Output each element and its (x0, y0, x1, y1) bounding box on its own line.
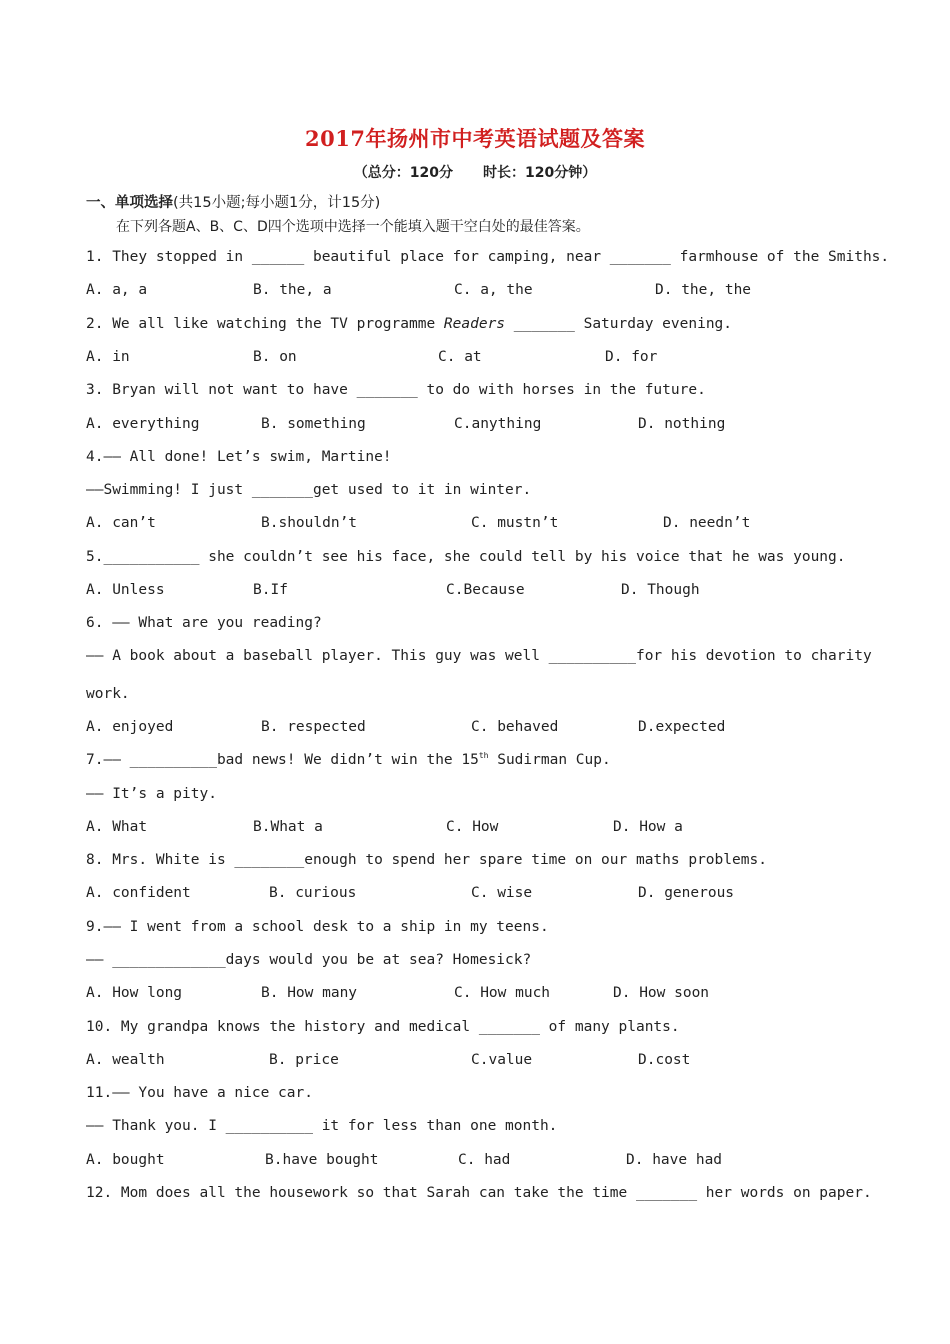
question-6-option-b: B. respected (261, 719, 366, 735)
question-9-option-d: D. How soon (613, 985, 710, 1001)
question-6-option-d: D.expected (638, 719, 726, 735)
question-11-option-d: D. have had (626, 1152, 723, 1168)
question-5-option-b: B.If (253, 582, 288, 598)
section-instruction: 在下列各题A、B、C、D四个选项中选择一个能填入题干空白处的最佳答案。 (116, 219, 590, 235)
question-3-option-d: D. nothing (638, 416, 726, 432)
question-10-option-d: D.cost (638, 1052, 691, 1068)
question-7-option-a: A. What (86, 819, 148, 835)
question-12-stem: 12. Mom does all the housework so that Sarah can take the time _______ her words on paper. (86, 1185, 872, 1201)
question-8-option-b: B. curious (269, 885, 357, 901)
exam-info (0, 162, 950, 182)
question-10-option-a: A. wealth (86, 1052, 165, 1068)
question-11-option-a: A. bought (86, 1152, 165, 1168)
question-6-option-a: A. enjoyed (86, 719, 174, 735)
question-4-option-d: D. needn’t (663, 515, 751, 531)
question-3-option-b: B. something (261, 416, 366, 432)
question-10-option-b: B. price (269, 1052, 339, 1068)
question-4-option-b: B.shouldn’t (261, 515, 358, 531)
question-8-option-d: D. generous (638, 885, 735, 901)
question-5-option-c: C.Because (446, 582, 525, 598)
question-1-option-c: C. a, the (454, 282, 533, 298)
total-score: （总分：120分 (353, 165, 453, 181)
section-title: 一、单项选择 (86, 195, 173, 211)
question-4-stem: 4.—— All done! Let’s swim, Martine! (86, 449, 392, 465)
question-9-option-a: A. How long (86, 985, 183, 1001)
question-7-option-c: C. How (446, 819, 499, 835)
question-1-option-b: B. the, a (253, 282, 332, 298)
question-2-option-d: D. for (605, 349, 658, 365)
question-2-option-b: B. on (253, 349, 297, 365)
section-detail: (共15小题;每小题1分，计15分) (173, 195, 381, 211)
question-2-stem: 2. We all like watching the TV programme Readers _______ Saturday evening. (86, 316, 733, 332)
question-2-option-c: C. at (438, 349, 482, 365)
question-1-option-a: A. a, a (86, 282, 148, 298)
question-3-option-a: A. everything (86, 416, 200, 432)
question-3-option-c: C.anything (454, 416, 542, 432)
question-4-stem-reply: ——Swimming! I just _______get used to it in winter. (86, 482, 532, 498)
question-8-option-a: A. confident (86, 885, 191, 901)
question-11-stem: 11.—— You have a nice car. (86, 1085, 313, 1101)
question-4-option-a: A. can’t (86, 515, 156, 531)
page-title: 2017年扬州市中考英语试题及答案 (305, 126, 645, 151)
question-5-option-d: D. Though (621, 582, 700, 598)
question-5-option-a: A. Unless (86, 582, 165, 598)
question-3-stem: 3. Bryan will not want to have _______ to do with horses in the future. (86, 382, 706, 398)
question-2-option-a: A. in (86, 349, 130, 365)
question-6-stem: 6. —— What are you reading? (86, 615, 322, 631)
question-7-option-d: D. How a (613, 819, 683, 835)
question-1-stem: 1. They stopped in ______ beautiful place for camping, near _______ farmhouse of the Smiths. (86, 249, 890, 265)
question-6-stem-reply: —— A book about a baseball player. This guy was well __________for his devotion to charity (86, 648, 872, 664)
question-7-stem-reply: —— It’s a pity. (86, 786, 217, 802)
question-9-option-b: B. How many (261, 985, 358, 1001)
question-1-option-d: D. the, the (655, 282, 752, 298)
question-11-option-b: B.have bought (265, 1152, 379, 1168)
question-8-stem: 8. Mrs. White is ________enough to spend her spare time on our maths problems. (86, 852, 767, 868)
question-9-stem: 9.—— I went from a school desk to a ship in my teens. (86, 919, 549, 935)
question-9-option-c: C. How much (454, 985, 551, 1001)
question-7-option-b: B.What a (253, 819, 323, 835)
duration: 时长：120分钟） (483, 165, 597, 181)
question-10-option-c: C.value (471, 1052, 533, 1068)
question-4-option-c: C. mustn’t (471, 515, 559, 531)
question-6-option-c: C. behaved (471, 719, 559, 735)
question-10-stem: 10. My grandpa knows the history and medical _______ of many plants. (86, 1019, 680, 1035)
question-11-option-c: C. had (458, 1152, 511, 1168)
question-8-option-c: C. wise (471, 885, 533, 901)
question-11-stem-reply: —— Thank you. I __________ it for less than one month. (86, 1118, 558, 1134)
section-heading (86, 193, 380, 213)
question-6-stem-cont: work. (86, 686, 130, 702)
question-5-stem: 5.___________ she couldn’t see his face, she could tell by his voice that he was young. (86, 549, 846, 565)
question-9-stem-reply: —— _____________days would you be at sea? Homesick? (86, 952, 532, 968)
question-7-stem: 7.—— __________bad news! We didn’t win the 15th Sudirman Cup. (86, 751, 611, 768)
